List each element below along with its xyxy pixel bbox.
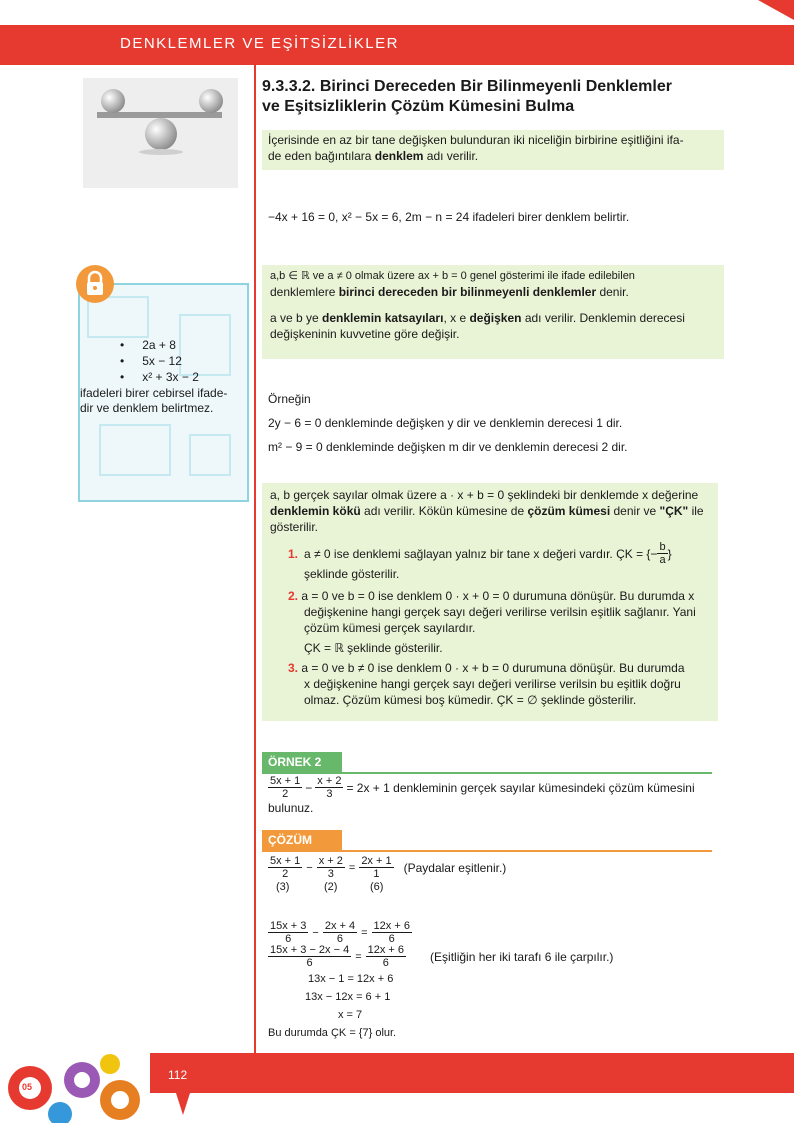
chapter-title: DENKLEMLER VE EŞİTSİZLİKLER: [120, 35, 399, 52]
solution-step-2: $\frac{15x + 3}{6}$ − $\frac{2x + 4}{6}$ = $\frac{12x + 6}{6}$: [270, 920, 410, 945]
solution-underline: [262, 850, 712, 852]
solution-step-4: 13x − 1 = 12x + 6: [308, 973, 394, 985]
balance-icon: [83, 78, 238, 188]
footer-tab: [176, 1093, 190, 1115]
sidebar-text-1: ifadeleri birer cebirsel ifade-: [80, 386, 228, 400]
page-number: 112: [168, 1068, 188, 1082]
ornegin-line-2: m² − 9 = 0 denkleminde değişken m dir ve denklemin derecesi 2 dir.: [268, 440, 628, 454]
solution-step-5: 13x − 12x = 6 + 1: [305, 991, 391, 1003]
example-2-tag: ÖRNEK 2: [262, 752, 342, 772]
solution-step-6: x = 7: [338, 1009, 363, 1021]
definition-box-denklem: İçerisinde en az bir tane değişken bulunduran iki niceliğin birbirine eşitliğini ifa- de eden bağıntılara denklem adı verilir.: [262, 130, 724, 170]
example-2-underline: [262, 772, 712, 774]
definition-box-solution-set: a, b gerçek sayılar olmak üzere a · x + b = 0 şeklindeki bir denklemde x değerine denklemin kökü adı verilir. Kökün kümesine de çözüm kümesi denir ve "ÇK" ile gösterilir. 1. a ≠ 0 ise denklemi sağlayan yalnız bir tane x değeri vardır. ÇK = {− $\frac{b}{a}$ } şeklinde gösterilir. 2. a = 0 ve b = 0 ise denklem 0 · x + 0 = 0 durumuna dönüşür. Bu durumda x değişkenine hangi gerçek sayı değeri verilirse verilsin eşitlik sağlanır. Yani çözüm kümesi gerçek sayılardır. ÇK = ℝ şeklinde gösterilir. 3. a = 0 ve b ≠ 0 ise denklem 0 · x + b = 0 durumuna dönüşür. Bu durumda x değişkenine hangi gerçek sayı değeri verilirse verilsin bu eşitlik doğru olmaz. Çözüm kümesi boş kümedir. ÇK = ∅ şeklinde gösterilir.: [262, 483, 718, 721]
header-triangle: [758, 0, 794, 20]
sidebar-item: • x² + 3x − 2: [120, 370, 199, 384]
info-sidebox: [78, 283, 249, 502]
sidebar-text-2: dir ve denklem belirtmez.: [80, 401, 214, 415]
example-2-problem: $\frac{5x + 1}{2}$ − $\frac{x + 2}{3}$ = 2x + 1 denkleminin gerçek sayılar kümesindeki çözüm kümesini bulunuz.: [268, 775, 695, 815]
solution-step-3: $\frac{15x + 3 - 2x - 4}{6}$ = $\frac{12x + 6}{6}$ (Eşitliğin her iki tarafı 6 ile çarpılır.): [270, 944, 614, 969]
gears-decoration: [0, 1050, 150, 1123]
sidebar-item: • 2a + 8: [120, 338, 176, 352]
footer-bar: [150, 1053, 794, 1093]
gear-badge-number: 05: [22, 1082, 33, 1092]
case-2: 2. a = 0 ve b = 0 ise denklem 0 · x + 0 = 0 durumuna dönüşür. Bu durumda x değişkenine hangi gerçek sayı değeri verilirse verilsin eşitlik sağlanır. Yani çözüm kümesi gerçek sayılardır. ÇK = ℝ şeklinde gösterilir.: [288, 589, 696, 655]
solution-tag: ÇÖZÜM: [262, 830, 342, 850]
solution-step-1: $\frac{5x + 1}{2}$ − $\frac{x + 2}{3}$ = $\frac{2x + 1}{1}$ (Paydalar eşitlenir.): [270, 855, 507, 880]
ornegin-line-1: 2y − 6 = 0 denkleminde değişken y dir ve denklemin derecesi 1 dir.: [268, 416, 623, 430]
ornegin-title: Örneğin: [268, 392, 311, 406]
example-equations: −4x + 16 = 0, x² − 5x = 6, 2m − n = 24 ifadeleri birer denklem belirtir.: [268, 210, 630, 224]
vertical-divider: [254, 65, 256, 1053]
balance-image: [83, 78, 238, 188]
case-1: 1. a ≠ 0 ise denklemi sağlayan yalnız bir tane x değeri vardır. ÇK = {− $\frac{b}{a}$ } şeklinde gösterilir.: [288, 541, 672, 581]
section-title: 9.3.3.2. Birinci Dereceden Bir Bilinmeyenli Denklemler ve Eşitsizliklerin Çözüm Kümesini Bulma: [262, 78, 672, 115]
case-3: 3. a = 0 ve b ≠ 0 ise denklem 0 · x + b = 0 durumuna dönüşür. Bu durumda x değişkenine hangi gerçek sayı değeri verilirse verilsin bu eşitlik doğru olmaz. Çözüm kümesi boş kümedir. ÇK = ∅ şeklinde gösterilir.: [288, 661, 685, 707]
solution-conclusion: Bu durumda ÇK = {7} olur.: [268, 1027, 397, 1039]
lock-icon: [76, 265, 114, 303]
definition-box-first-degree: a,b ∈ ℝ ve a ≠ 0 olmak üzere ax + b = 0 genel gösterimi ile ifade edilebilen denklemlere birinci dereceden bir bilinmeyenli denklemler denir. a ve b ye denklemin katsayıları, x e değişken adı verilir. Denklemin derecesi değişkeninin kuvvetine göre değişir.: [262, 265, 724, 359]
sidebar-item: • 5x − 12: [120, 354, 182, 368]
